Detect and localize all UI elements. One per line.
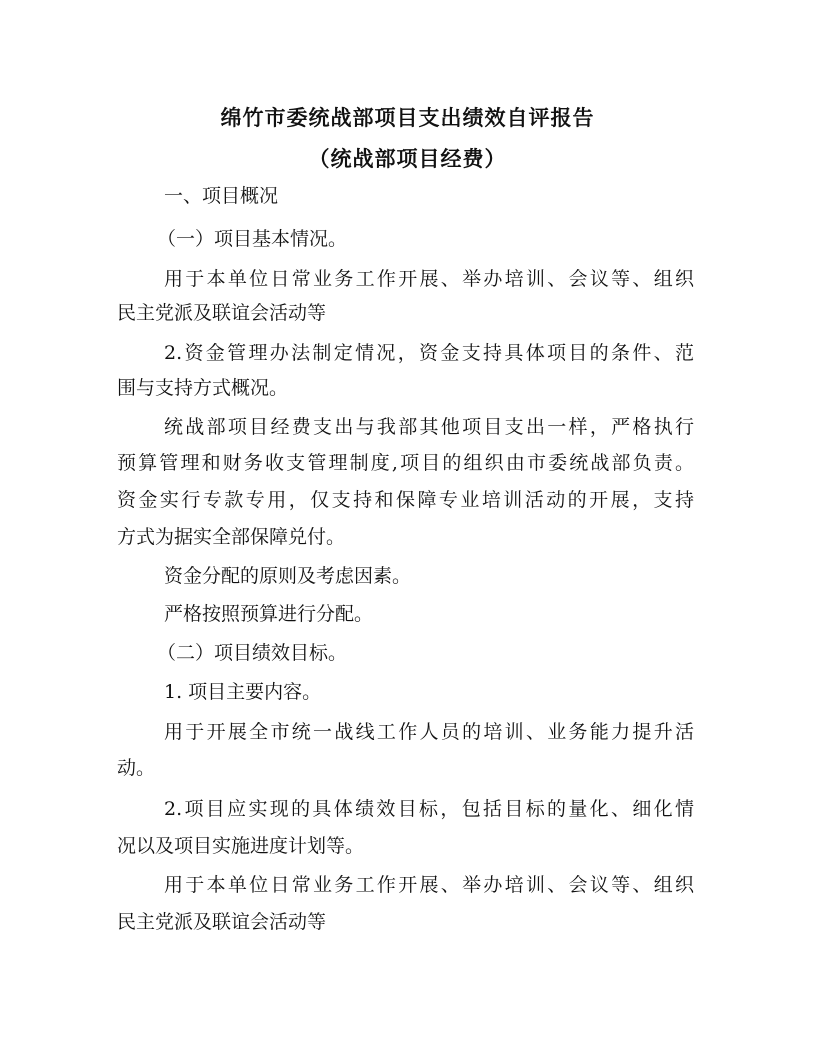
section-heading-overview: 一、项目概况 — [164, 185, 279, 207]
paragraph-line: 用于开展全市统一战线工作人员的培训、业务能力提升活 — [164, 721, 694, 743]
subsection-heading-performance-targets: （二）项目绩效目标。 — [157, 642, 348, 664]
paragraph-line: 2.项目应实现的具体绩效目标，包括目标的量化、细化情 — [164, 798, 694, 820]
paragraph-line: 民主党派及联谊会活动等 — [117, 302, 327, 324]
subsection-heading-basic-info: （一）项目基本情况。 — [157, 228, 348, 250]
paragraph-line: 2.资金管理办法制定情况，资金支持具体项目的条件、范 — [164, 342, 694, 364]
paragraph-line: 资金分配的原则及考虑因素。 — [164, 565, 412, 587]
document-title: 绵竹市委统战部项目支出绩效自评报告 — [220, 106, 595, 130]
document-subtitle: （统战部项目经费） — [308, 147, 507, 171]
paragraph-line: 民主党派及联谊会活动等 — [117, 911, 327, 933]
item-heading-main-content: 1. 项目主要内容。 — [164, 681, 322, 703]
paragraph-line: 动。 — [117, 757, 156, 779]
paragraph-line: 预算管理和财务收支管理制度,项目的组织由市委统战部负责。 — [117, 452, 694, 474]
paragraph-line: 资金实行专款专用，仅支持和保障专业培训活动的开展，支持 — [117, 489, 694, 511]
paragraph-line: 用于本单位日常业务工作开展、举办培训、会议等、组织 — [164, 268, 694, 290]
paragraph-line: 用于本单位日常业务工作开展、举办培训、会议等、组织 — [164, 874, 694, 896]
paragraph-line: 统战部项目经费支出与我部其他项目支出一样，严格执行 — [164, 416, 694, 438]
paragraph-line: 围与支持方式概况。 — [117, 377, 289, 399]
paragraph-line: 况以及项目实施进度计划等。 — [117, 835, 365, 857]
paragraph-line: 严格按照预算进行分配。 — [164, 603, 374, 625]
paragraph-line: 方式为据实全部保障兑付。 — [117, 526, 346, 548]
